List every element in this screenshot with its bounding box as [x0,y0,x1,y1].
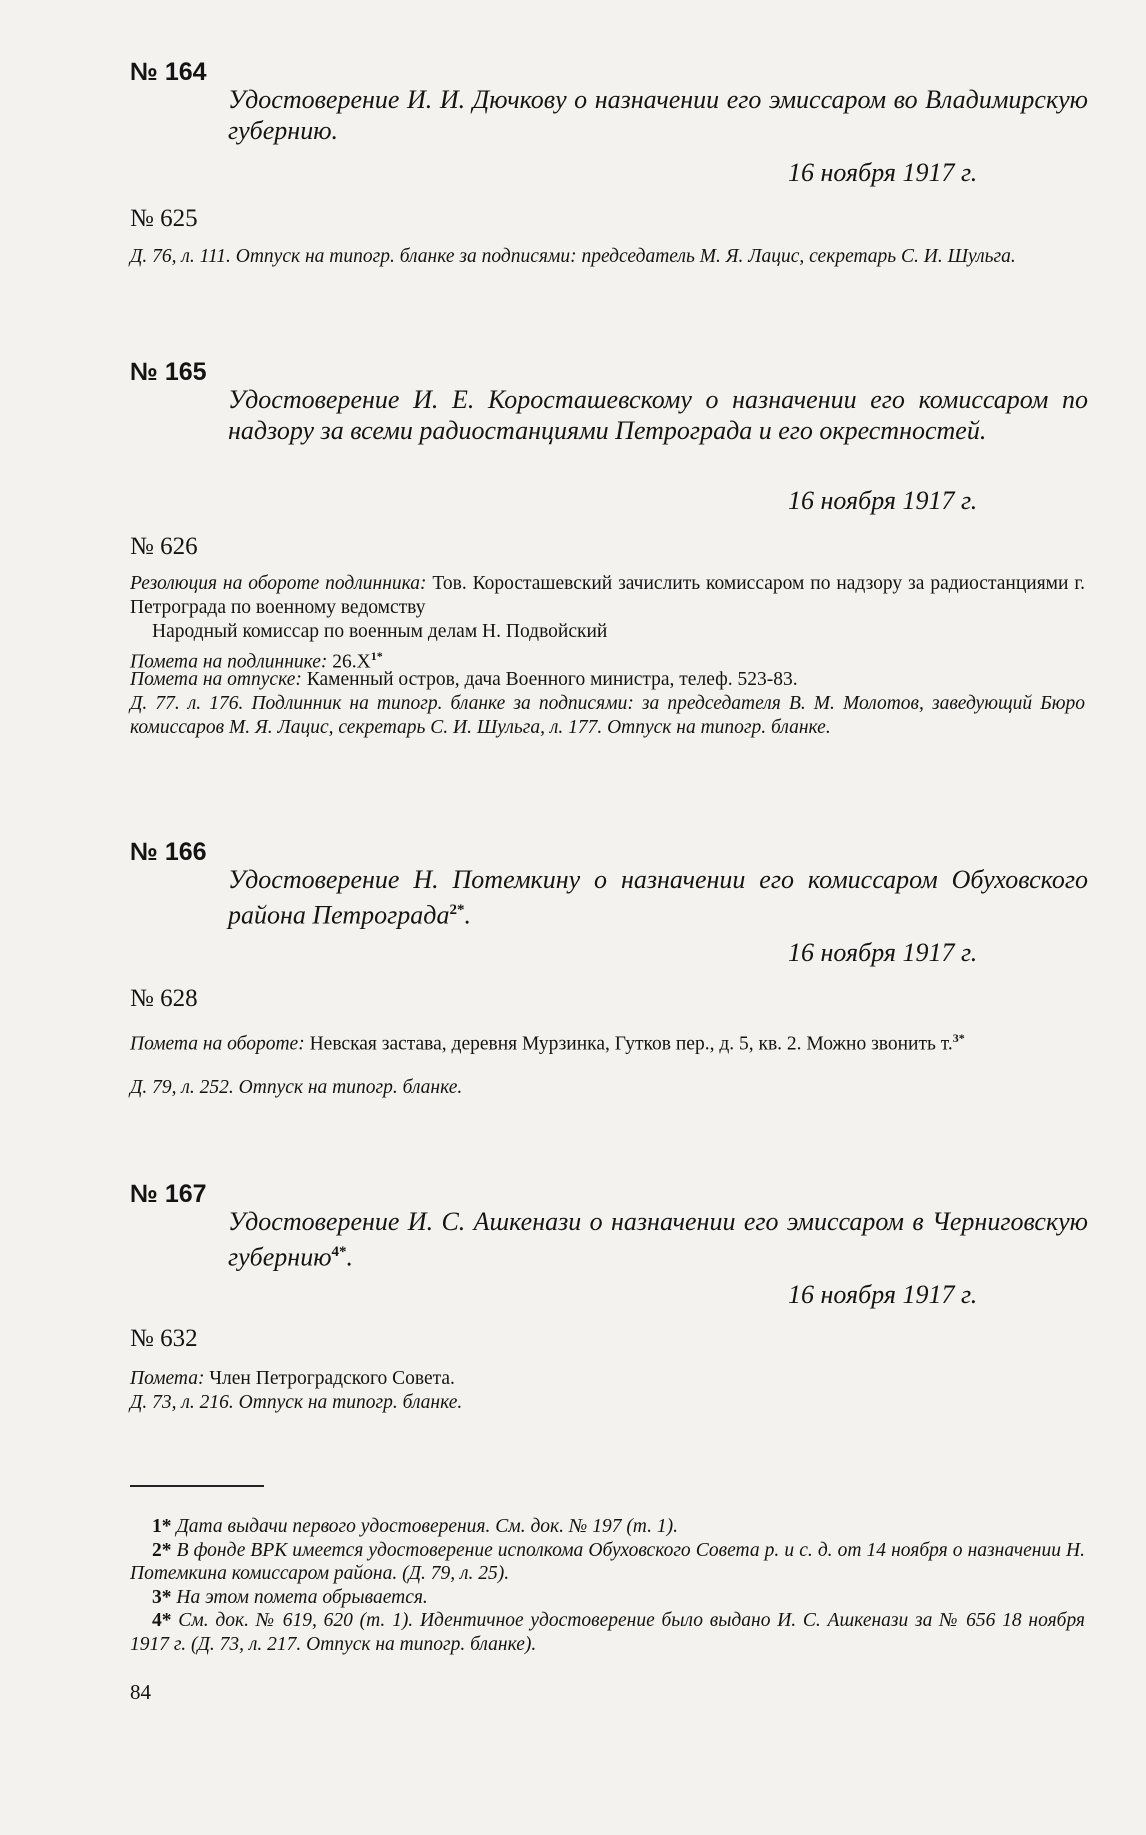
archive-number: № 632 [130,1325,198,1352]
mark-label: Помета на обороте: [130,1033,305,1055]
doc-date: 16 ноября 1917 г. [788,486,978,515]
doc-title: Удостоверение И. И. Дючкову о назначении его эмиссаром во Владимирскую губернию. [228,85,1088,145]
page-number: 84 [130,1680,151,1704]
source-note: Д. 76, л. 111. Отпуск на типогр. бланке за подписями: председатель М. Я. Лацис, секретарь С. И. Шульга. [130,246,1016,267]
mark-note [130,1367,1085,1391]
footnote [130,1539,1085,1586]
footnote [130,1609,1085,1656]
footnote-mark: 3* [152,1586,172,1608]
mark-text: Невская застава, деревня Мурзинка, Гутков пер., д. 5, кв. 2. Можно звонить т. [309,1033,953,1055]
archive-number: № 625 [130,205,198,232]
footnote-ref: 4* [331,1244,347,1260]
footnote-mark: 2* [152,1539,172,1561]
footnote-text: Дата выдачи первого удостоверения. См. док. № 197 (т. 1). [176,1516,678,1537]
mark-original-label: Помета на подлиннике: [130,651,328,673]
footnote-text: См. док. № 619, 620 (т. 1). Идентичное удостоверение было выдано И. С. Ашкенази за № 656 18 ноября 1917 г. (Д. 73, л. 217. Отпуск на типогр. бланке). [130,1610,1086,1655]
archive-number: № 626 [130,533,198,560]
footnote-text: В фонде ВРК имеется удостоверение исполкома Обуховского Совета р. и с. д. от 14 ноября о назначении Н. Потемкина комиссаром района. (Д. 79, л. 25). [130,1539,1086,1584]
doc-number: № 166 [130,838,207,866]
doc-title: Удостоверение И. Е. Коросташевскому о назначении его комиссаром по надзору за всеми радиостанциями Петрограда и его окрестностей. [228,385,1088,445]
footnote [130,1586,1085,1610]
doc-title [228,1206,1088,1273]
doc-title [228,864,1088,931]
doc-title-text: Удостоверение Н. Потемкину о назначении его комиссаром Обуховского района Петрограда [228,865,1088,930]
mark-copy-text: Каменный остров, дача Военного министра, телеф. 523-83. [306,669,798,690]
resolution-text: Тов. Коросташевский зачислить комиссаром по надзору за радиостанциями г. Петрограда по военному ведомству [130,573,1086,618]
signer-note: Народный комиссар по военным делам Н. Подвойский [152,621,608,642]
footnote-ref: 2* [449,902,465,918]
mark-text: Член Петроградского Совета. [209,1368,455,1389]
doc-number: № 165 [130,358,207,386]
footnote-mark: 1* [152,1516,172,1537]
mark-original-text: 26.X [332,651,371,673]
resolution-note [130,572,1085,620]
doc-date: 16 ноября 1917 г. [788,158,978,187]
resolution-label: Резолюция на обороте подлинника: [130,573,427,594]
source-note: Д. 79, л. 252. Отпуск на типогр. бланке. [130,1077,463,1098]
source-note: Д. 77. л. 176. Подлинник на типогр. бланке за подписями: за председателя В. М. Молотов, заведующий Бюро комиссаров М. Я. Лацис, секретарь С. И. Шульга, л. 177. Отпуск на типогр. бланке. [130,693,1085,738]
doc-date: 16 ноября 1917 г. [788,1280,978,1309]
mark-copy-label: Помета на отпуске: [130,669,302,690]
footnote-ref: 3* [952,1031,965,1045]
doc-title-end: . [346,1242,354,1272]
archive-number: № 628 [130,985,198,1012]
source-note: Д. 73, л. 216. Отпуск на типогр. бланке. [130,1392,463,1413]
footnote-text: На этом помета обрывается. [176,1586,428,1608]
doc-title-text: Удостоверение И. С. Ашкенази о назначении его эмиссаром в Черниговскую губернию [228,1207,1088,1272]
doc-number: № 164 [130,58,207,86]
doc-date: 16 ноября 1917 г. [788,938,978,967]
footnotes [130,1515,1085,1656]
mark-note [130,1026,1085,1057]
doc-title-end: . [464,900,471,930]
mark-label: Помета: [130,1368,205,1389]
footnote-divider [130,1485,264,1487]
footnote-ref: 1* [370,649,383,663]
doc-number: № 167 [130,1180,207,1208]
footnote [130,1515,1085,1539]
footnote-mark: 4* [152,1610,172,1631]
mark-copy [130,668,1085,692]
